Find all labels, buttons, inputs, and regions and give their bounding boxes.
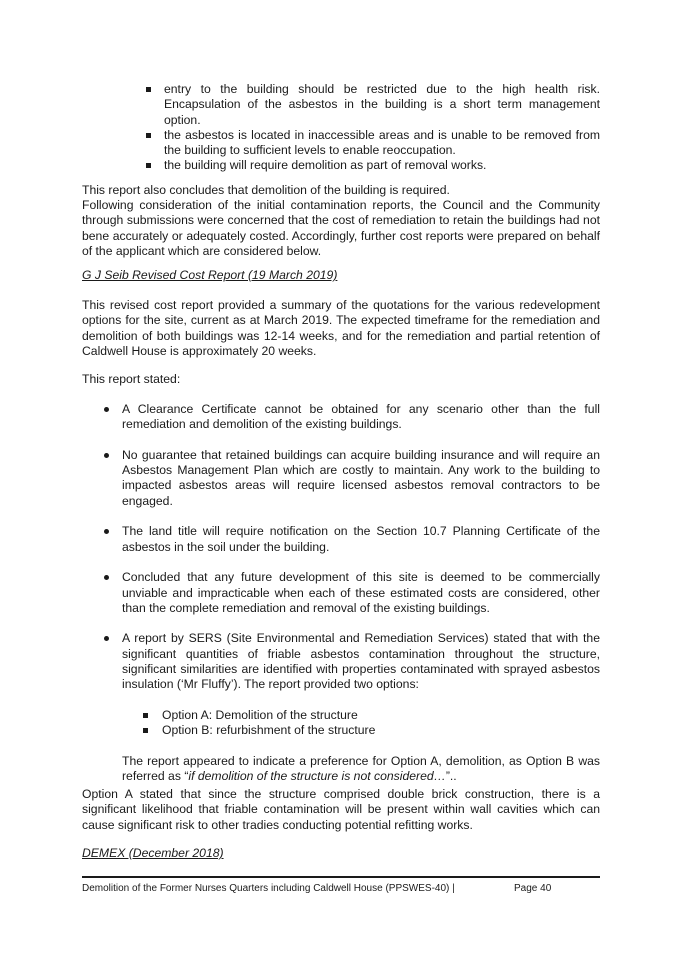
- paragraph-option-a: Option A stated that since the structure comprised double brick construction, there is a significant likelihood that friable contamination will be present within wall cavities which can cause significant risk to other tradies conducting potential refitting works.: [82, 787, 600, 832]
- paragraph-stated: This report stated:: [82, 372, 181, 386]
- list-item: Option B: refurbishment of the structure: [143, 723, 600, 738]
- paragraph-following: Following consideration of the initial contamination reports, the Council and the Community through submissions were concerned that the cost of remediation to retain the buildings had not bene accurately or adequately costed. Accordingly, further cost reports were prepared on behalf of the applicant which are considered below.: [82, 198, 600, 258]
- square-bullet-icon: [146, 133, 151, 138]
- square-bullet-icon: [143, 713, 148, 718]
- round-bullet-icon: [104, 575, 109, 580]
- paragraph-seib: This revised cost report provided a summary of the quotations for the various redevelopment options for the site, current as at March 2019. The expected timeframe for the remediation and demolition of both buildings was 12-14 weeks, and for the remediation and partial retention of Caldwell House is approximately 20 weeks.: [82, 298, 600, 358]
- paragraph-conclude: This report also concludes that demolition of the building is required.: [82, 183, 450, 197]
- section-heading-seib: G J Seib Revised Cost Report (19 March 2019): [82, 268, 338, 282]
- footer-title: Demolition of the Former Nurses Quarters including Caldwell House (PPSWES-40) |: [82, 883, 455, 894]
- round-bullet-icon: [104, 636, 109, 641]
- list-item: A Clearance Certificate cannot be obtained for any scenario other than the full remediation and demolition of the existing buildings.: [102, 402, 600, 433]
- square-bullet-icon: [146, 163, 151, 168]
- round-bullet-icon: [104, 407, 109, 412]
- options-note: The report appeared to indicate a preference for Option A, demolition, as Option B was referred as “if demolition of the structure is not considered…”..: [122, 753, 600, 783]
- footer-divider: [82, 876, 600, 878]
- list-item: the asbestos is located in inaccessible areas and is unable to be removed from the building to sufficient levels to enable reoccupation.: [145, 128, 600, 159]
- list-item: the building will require demolition as part of removal works.: [145, 158, 600, 173]
- report-bullet-list: [102, 402, 600, 799]
- round-bullet-icon: [104, 453, 109, 458]
- page-number: Page 40: [514, 883, 552, 894]
- square-bullet-icon: [146, 87, 151, 92]
- options-list: [122, 708, 600, 739]
- top-bullet-list: [145, 82, 600, 174]
- list-item: Option A: Demolition of the structure: [143, 708, 600, 723]
- list-item: Concluded that any future development of this site is deemed to be commercially unviable and impracticable when each of these estimated costs are considered, other than the complete remediation and removal of the existing buildings.: [102, 570, 600, 616]
- list-item: No guarantee that retained buildings can acquire building insurance and will require an Asbestos Management Plan which are costly to maintain. Any work to the building to impacted asbestos areas will require licensed asbestos removal contractors to be engaged.: [102, 448, 600, 509]
- section-heading-demex: DEMEX (December 2018): [82, 846, 224, 860]
- list-item: The land title will require notification on the Section 10.7 Planning Certificate of the asbestos in the soil under the building.: [102, 524, 600, 555]
- square-bullet-icon: [143, 728, 148, 733]
- round-bullet-icon: [104, 529, 109, 534]
- list-item: entry to the building should be restricted due to the high health risk. Encapsulation of the asbestos in the building is a short term management option.: [145, 82, 600, 128]
- list-item: A report by SERS (Site Environmental and Remediation Services) stated that with the significant quantities of friable asbestos contamination throughout the structure, significant similarities are identified with properties contaminated with sprayed asbestos insulation (‘Mr Fluffy’). The report provided two options: Option A: Demolition of the structure Option B: refurbishment of the structure The report appeared to indicate a preference for Option A, demolition, as Option B was referred as “if demolition of the structure is not considered…”..: [102, 631, 600, 784]
